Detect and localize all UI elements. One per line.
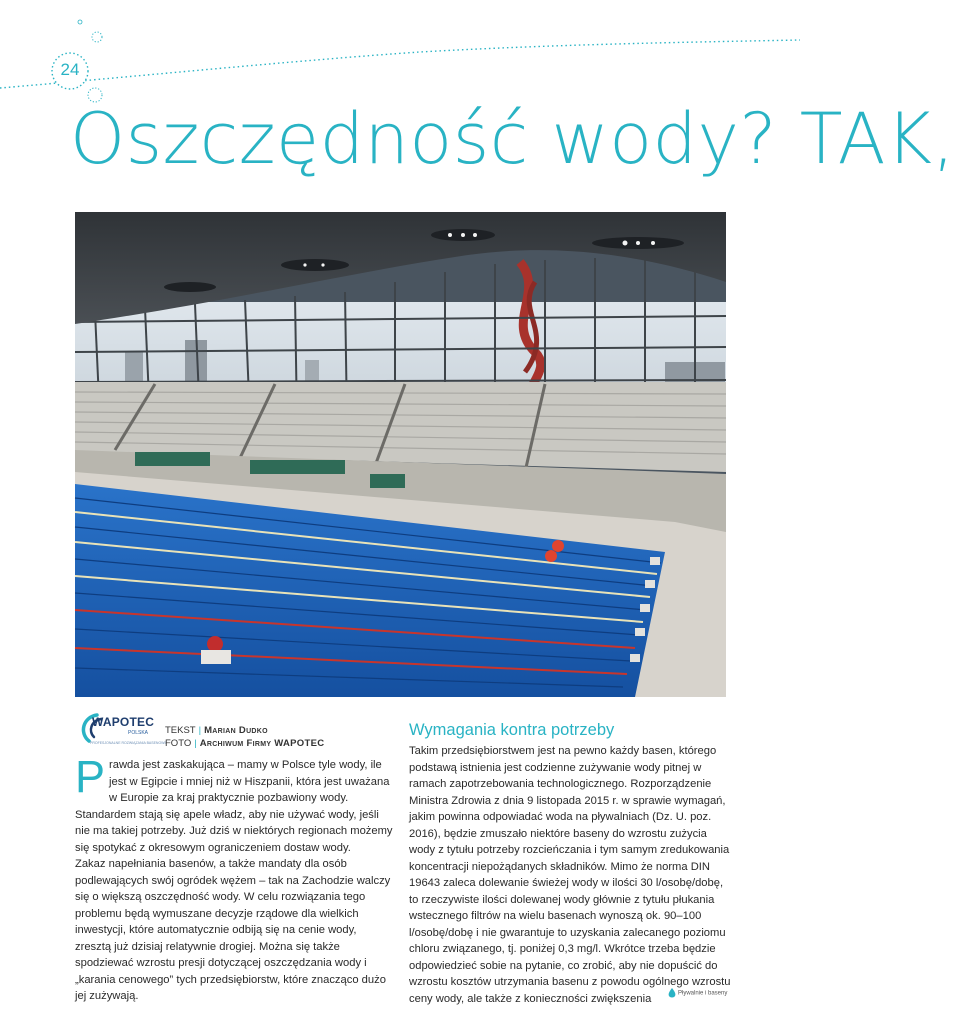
pool-photo [75,212,726,697]
photo-credit-label: FOTO [165,738,192,749]
magazine-logo-icon [668,988,676,998]
logo-country: POLSKA [128,730,149,736]
credit-separator: | [198,725,202,736]
article-paragraph: Takim przedsiębiorstwem jest na pewno każdy basen, którego podstawą istnienia jest codzienne zużywanie wody pitnej w ramach zapotrzebowania technologicznego. Rozporządzenie Ministra Zdrowia z dnia 9 listopada 2015 r. w sprawie wymagań, jakim powinna odpowiadać woda na pływalniach (Dz. U. poz. 2016), będzie zmuszało niektóre baseny do wzrostu zużycia wody z tytułu potrzeby rozcieńczania i tym samym zredukowania koncentracji niepożądanych składników. Mimo że norma DIN 19643 zaleca dolewanie świeżej wody w ilości 30 l/osobę/dobę, to rzeczywiste ilości dolewanej wody głównie z tytułu płukania wstecznego filtrów na wielu basenach wynoszą ok. 90–100 l/osobę/dobę i nie gwarantuje to uzyskania zalecanego poziomu chloru związanego, tj. poniżej 0,3 mg/l. Wkrótce trzeba będzie odpowiedzieć sobie na pytanie, co zrobić, aby nie dopuścić do wzrostu kosztów utrzymania basenu z powodu ogólnego wzrostu ceny wody, ale także z konieczności zwiększenia [409,745,731,1005]
page-headline: Oszczędność wody? TAK, [70,98,955,180]
text-credit-author: Marian Dudko [204,725,268,736]
magazine-footer [668,988,727,998]
section-heading: Wymagania kontra potrzeby [409,721,615,739]
article-paragraph: rawda jest zaskakująca – mamy w Polsce tyle wody, ile jest w Egipcie i mniej niż w Hiszpanii, która jest uważana w Europie za kraj praktycznie pozbawiony wody. Standardem stają się apele władz, aby nie używać wody, jeśli nie ma takiej potrzeby. Już dziś w niektórych regionach możemy się spotykać z okresowym ograniczeniem dostaw wody. [75,759,393,854]
photo-credit-source: Archiwum Firmy WAPOTEC [199,738,325,749]
credit-separator: | [194,738,197,749]
article-paragraph: Zakaz napełniania basenów, a także mandaty dla osób podlewających swój ogródek wężem – tak na Zachodzie walczy się o większą oszczędność wody. W celu rozwiązania tego problemu będą wymuszane decyzje rządowe dla wielkich inwestycji, które automatycznie odbiją się na cenie wody, zresztą już dzisiaj relatywnie drogiej. Można się także spodziewać wzrostu presji dotyczącej oszczędzania wody i „karania cenowego” tych przedsiębiorstw, które znacząco dużo jej zużywają. [75,858,391,1002]
article-credits [165,724,324,750]
photo-credit-line [165,737,324,750]
logo-wordmark: WAPOTEC [92,715,155,729]
article-right-column [409,743,731,1007]
decorative-dotted-rule [0,0,800,110]
drop-cap: P [75,751,106,802]
article-left-column [75,751,393,1005]
text-credit-label: TEKST [165,725,196,736]
page-number: 24 [60,60,80,79]
magazine-name: Pływalnie i baseny [678,990,728,997]
logo-tagline: PROFESJONALNE ROZWIĄZANIA BASENOWE [90,741,167,745]
text-credit-line [165,724,324,737]
